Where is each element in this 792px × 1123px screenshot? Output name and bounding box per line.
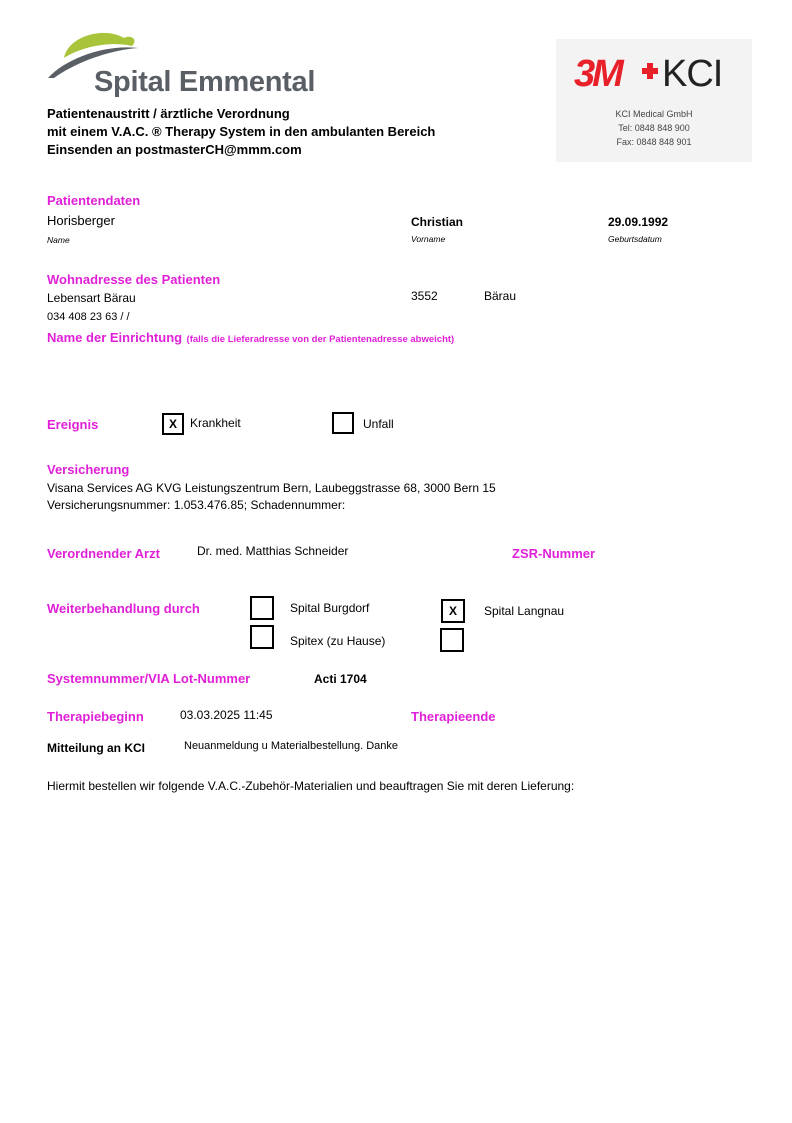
section-patient-data: Patientendaten — [47, 193, 141, 208]
therapy-start-value: 03.03.2025 11:45 — [180, 708, 273, 722]
insurance-line-2: Versicherungsnummer: 1.053.476.85; Schadennummer: — [47, 498, 346, 512]
order-statement: Hiermit bestellen wir folgende V.A.C.-Zubehör-Materialien und beauftragen Sie mit deren Lieferung: — [47, 779, 575, 793]
plus-cross-icon — [642, 63, 658, 79]
patient-birthdate-caption: Geburtsdatum — [608, 234, 662, 244]
therapy-start-label: Therapiebeginn — [47, 709, 144, 724]
patient-name: Horisberger — [47, 213, 115, 228]
message-label: Mitteilung an KCI — [47, 741, 145, 755]
institution-heading — [47, 329, 454, 347]
followup-label: Weiterbehandlung durch — [47, 601, 200, 616]
patient-firstname-caption: Vorname — [411, 234, 446, 244]
patient-birthdate: 29.09.1992 — [608, 215, 669, 229]
event-label: Ereignis — [47, 417, 99, 432]
message-value: Neuanmeldung u Materialbestellung. Danke — [184, 740, 399, 752]
therapy-end-label: Therapieende — [411, 709, 496, 724]
institution-note: (falls die Lieferadresse von der Patientenadresse abweicht) — [186, 334, 455, 345]
address-zip: 3552 — [411, 289, 438, 303]
patient-firstname: Christian — [411, 215, 464, 229]
doctor-name: Dr. med. Matthias Schneider — [197, 544, 349, 558]
address-street: Lebensart Bärau — [47, 291, 136, 305]
event-accident-label: Unfall — [363, 417, 394, 431]
partner-fax: Fax: 0848 848 901 — [616, 137, 692, 147]
section-address: Wohnadresse des Patienten — [47, 272, 221, 287]
brand-kci-logo: KCI — [662, 53, 723, 95]
address-city: Bärau — [484, 289, 517, 303]
followup-extra-checkbox[interactable] — [440, 628, 464, 652]
followup-burgdorf-label: Spital Burgdorf — [290, 601, 370, 615]
partner-tel: Tel: 0848 848 900 — [618, 123, 690, 133]
header-line-2: mit einem V.A.C. ® Therapy System in den ambulanten Bereich — [47, 124, 436, 139]
institution-title: Name der Einrichtung — [47, 330, 183, 345]
patient-name-caption: Name — [47, 235, 70, 245]
logo-wordmark: Spital Emmental — [94, 66, 316, 98]
followup-burgdorf-checkbox[interactable] — [250, 596, 274, 620]
system-value: Acti 1704 — [314, 672, 367, 686]
event-accident-checkbox[interactable] — [332, 412, 354, 434]
header-line-1: Patientenaustritt / ärztliche Verordnung — [47, 106, 290, 121]
followup-spitex-checkbox[interactable] — [250, 625, 274, 649]
followup-spitex-label: Spitex (zu Hause) — [290, 634, 386, 648]
partner-logo-card — [556, 39, 752, 162]
header-line-3: Einsenden an postmasterCH@mmm.com — [47, 142, 302, 157]
brand-3m-logo: 3M — [574, 53, 621, 95]
spital-emmental-logo — [46, 28, 326, 100]
address-phone: 034 408 23 63 / / — [47, 311, 130, 323]
system-label: Systemnummer/VIA Lot-Nummer — [47, 671, 251, 686]
event-illness-label: Krankheit — [190, 416, 241, 430]
insurance-label: Versicherung — [47, 462, 130, 477]
zsr-label: ZSR-Nummer — [512, 546, 596, 561]
followup-langnau-checkbox[interactable]: X — [441, 599, 465, 623]
partner-company: KCI Medical GmbH — [615, 109, 693, 119]
followup-langnau-label: Spital Langnau — [484, 604, 565, 618]
doctor-label: Verordnender Arzt — [47, 546, 160, 561]
insurance-line-1: Visana Services AG KVG Leistungszentrum Bern, Laubeggstrasse 68, 3000 Bern 15 — [47, 481, 496, 495]
event-illness-checkbox[interactable]: X — [162, 413, 184, 435]
